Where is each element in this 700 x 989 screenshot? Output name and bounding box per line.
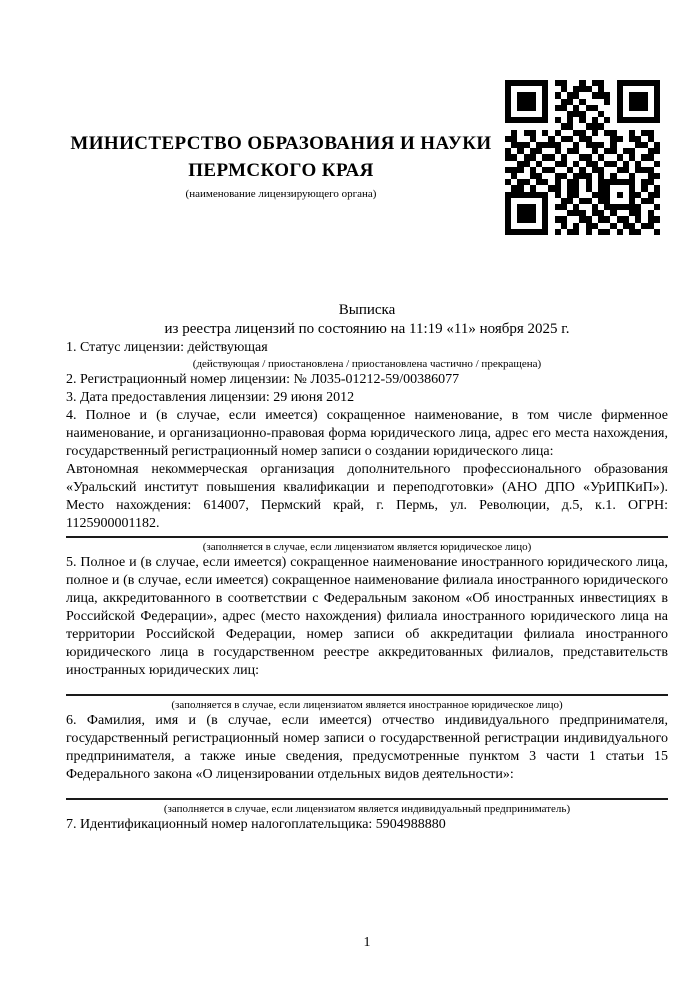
- section-6-rule: [66, 798, 668, 800]
- section-2-registration-number: 2. Регистрационный номер лицензии: № Л035-01212-59/00386077: [66, 372, 460, 387]
- ministry-name-line2: ПЕРМСКОГО КРАЯ: [188, 160, 374, 181]
- section-1-license-status: 1. Статус лицензии: действующая: [66, 340, 268, 355]
- section-5-caption: (заполняется в случае, если лицензиатом является иностранное юридическое лицо): [171, 699, 563, 711]
- section-6-statute: 6. Фамилия, имя и (в случае, если имеется) отчество индивидуального предпринимателя, государственный регистрационный номер записи о государственной регистрации индивидуального предпринимателя, а также иные сведения, предусмотренные пунктом 3 части 1 статьи 15 Федерального закона «О лицензировании отдельных видов деятельности»:: [66, 713, 668, 782]
- section-4-rule: [66, 536, 668, 538]
- section-4-licensee-value: Автономная некоммерческая организация дополнительного профессионального образования «Уральский институт повышения квалификации и переподготовки» (АНО ДПО «УрИПКиП»). Место нахождения: 614007, Пермский край, г. Пермь, ул. Революции, д.5, к.1. ОГРН: 1125900001182.: [66, 462, 668, 531]
- section-5-statute: 5. Полное и (в случае, если имеется) сокращенное наименование иностранного юридического лица, полное и (в случае, если имеется) сокращенное наименование филиала иностранного юридического лица, аккредитованного в соответствии с Федеральным законом «Об иностранных инвестициях в Российской Федерации», адрес (место нахождения) филиала иностранного юридического лица на территории Российской Федерации, номер записи об аккредитации филиала иностранного юридического лица в государственном реестре аккредитованных филиалов, представительств иностранных юридических лиц:: [66, 555, 668, 678]
- section-4-caption: (заполняется в случае, если лицензиатом является юридическое лицо): [202, 541, 532, 553]
- document-title-line2: из реестра лицензий по состоянию на 11:19 «11» ноября 2025 г.: [164, 321, 570, 337]
- page-number: 1: [363, 935, 371, 950]
- section-7-taxpayer-number: 7. Идентификационный номер налогоплательщика: 5904988880: [66, 817, 446, 832]
- document-header: [66, 80, 668, 235]
- section-6-caption: (заполняется в случае, если лицензиатом является индивидуальный предприниматель): [163, 803, 571, 815]
- section-4-statute: 4. Полное и (в случае, если имеется) сокращенное наименование, в том числе фирменное наименование, и организационно-правовая форма юридического лица, адрес его места нахождения, государственный регистрационный номер записи о создании юридического лица:: [66, 408, 668, 459]
- section-1-caption: (действующая / приостановлена / приостановлена частично / прекращена): [192, 358, 542, 370]
- section-5-rule: [66, 694, 668, 696]
- ministry-name-line1: МИНИСТЕРСТВО ОБРАЗОВАНИЯ И НАУКИ: [70, 133, 492, 154]
- licensing-authority-caption: (наименование лицензирующего органа): [185, 188, 377, 200]
- document-title-line1: Выписка: [338, 302, 396, 318]
- licensing-authority-block: [66, 80, 496, 201]
- qr-code-icon: [505, 80, 660, 235]
- document-title: [66, 301, 668, 339]
- section-3-license-date: 3. Дата предоставления лицензии: 29 июня 2012: [66, 390, 355, 405]
